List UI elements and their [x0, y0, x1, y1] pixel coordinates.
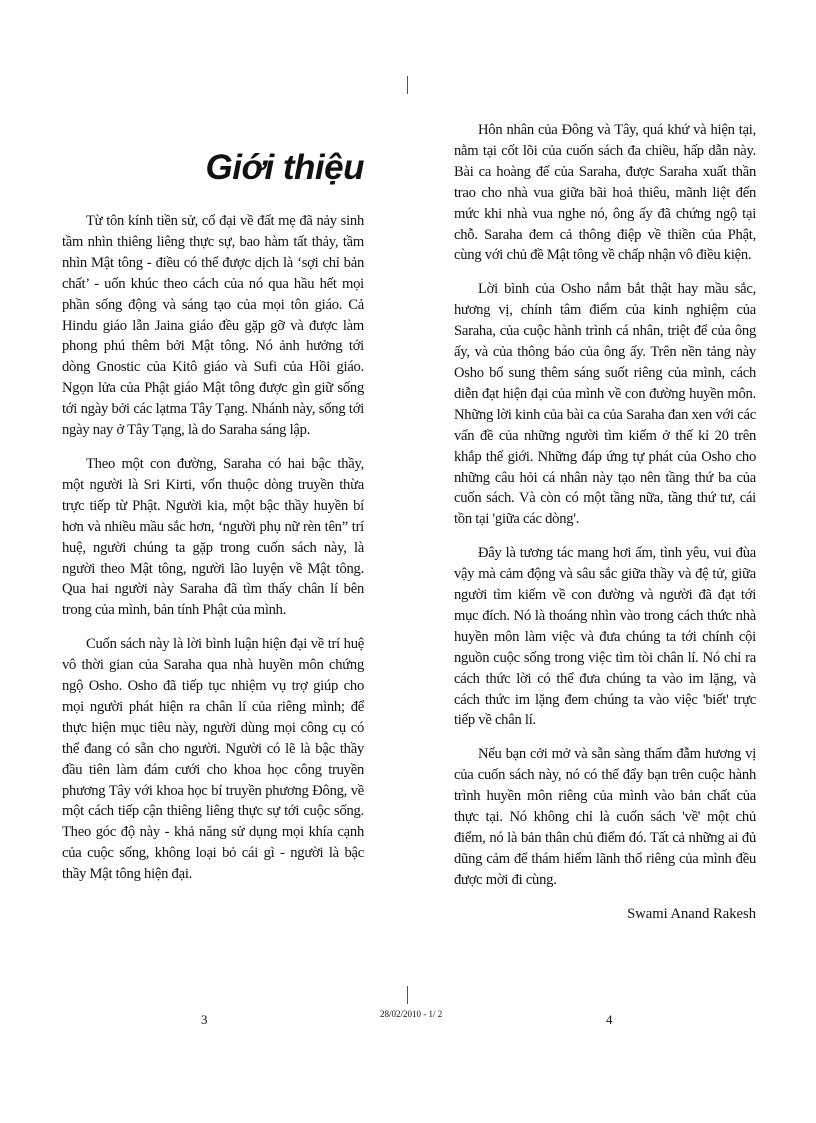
left-page: [62, 120, 364, 898]
paragraph: Hôn nhân của Đông và Tây, quá khứ và hiện tại, nằm tại cốt lõi của cuốn sách đa chiều, hấp dẫn này. Bài ca hoàng đế của Saraha, được Saraha xuất thần trao cho nhà vua giữa bãi hoả thiêu, mãnh liệt đến mức khi nhà vua nghe nó, ông ấy đã chứng ngộ tại chỗ. Saraha đem cả thông điệp về thiền của Phật, cùng với chủ đề Mật tông về chấp nhận vô điều kiện.: [454, 122, 756, 264]
author-signature: Swami Anand Rakesh: [627, 905, 756, 922]
paragraph: Từ tôn kính tiền sử, cổ đại về đất mẹ đã nảy sinh tầm nhìn thiêng liêng thực sự, bao hàm tất thảy, tầm nhìn Mật tông - điều có thể được dịch là ‘sợi chỉ bản chất’ - uốn khúc theo cách của nó qua hầu hết mọi phần sống động và sáng tạo của mọi tôn giáo. Cả Hindu giáo lẫn Jaina giáo đều gặp gỡ và được làm phong phú thêm bởi Mật tông. Nó ảnh hưởng tới dòng Gnostic của Kitô giáo và Sufi của Hồi giáo. Ngọn lửa của Phật giáo Mật tông được gìn giữ sống tới ngày bởi các lạtma Tây Tạng. Nhánh này, sống tới ngày nay ở Tây Tạng, là do Saraha sáng lập.: [62, 213, 364, 439]
chapter-title: Giới thiệu: [205, 148, 364, 187]
fold-mark-top: [407, 76, 408, 94]
paragraph: Lời bình của Osho nắm bắt thật hay mầu sắc, hương vị, chính tâm điểm của kinh nghiệm của Saraha, của cuộc hành trình cá nhân, triệt để của ông ấy, và của thông báo của ông ấy. Trên nền tảng này Osho bổ sung thêm sáng suốt riêng của mình, cách diễn đạt hiện đại của mình về con đường huyền môn. Những lời kinh của bài ca của Saraha đan xen với các vấn đề của những người tìm kiếm ở thế kỉ 20 trên khắp thế giới. Những đáp ứng tự phát của Osho cho những câu hỏi cá nhân này tạo nên tầng thứ ba của cuốn sách. Và còn có một tầng nữa, tầng thứ tư, cái tồn tại 'giữa các dòng'.: [454, 281, 756, 528]
paragraph: Theo một con đường, Saraha có hai bậc thầy, một người là Sri Kirti, vốn thuộc dòng truyền thừa trực tiếp từ Phật. Người kia, một bậc thầy huyền bí hơn và nhiều mầu sắc hơn, ‘người phụ nữ rèn tên” trí huệ, người chúng ta gặp trong cuốn sách này, là người theo Mật tông, người lão luyện về Mật tông. Qua hai người này Saraha đã tìm thấy chân lí bên trong của mình, bản tính Phật của mình.: [62, 455, 364, 619]
right-page: [454, 120, 756, 925]
paragraph: Đây là tương tác mang hơi ấm, tình yêu, vui đùa vậy mà cảm động và sâu sắc giữa thầy và đệ tử, giữa người tìm kiếm về con đường và người đã đạt tới mục đích. Nó là thoáng nhìn vào trong cách thức nhà huyền môn làm việc và đưa chúng ta tới chính cội nguồn cuộc sống trong việc tìm tòi chân lí. Nó chỉ ra cách thức lời có thể đưa chúng ta vào im lặng, và cách thức im lặng đem chúng ta vào việc 'biết' trực tiếp về chân lí.: [454, 545, 756, 729]
page-number-right: 4: [606, 1012, 613, 1027]
page-number-left: 3: [201, 1012, 208, 1027]
paragraph: Cuốn sách này là lời bình luận hiện đại về trí huệ vô thời gian của Saraha qua nhà huyền môn chứng ngộ Osho. Osho đã tiếp tục nhiệm vụ trợ giúp cho mọi người phát hiện ra chân lí của riêng mình; để thực hiện mục tiêu này, người dùng mọi công cụ có thể đang có sẵn cho người. Người có lẽ là bậc thầy đầu tiên làm đám cưới cho khoa học công truyền phương Tây với khoa học bí truyền phương Đông, về một cách tiếp cận thiêng liêng thực sự tới cuộc sống. Theo góc độ này - khả năng sử dụng mọi khía cạnh của cuộc sống, không loại bỏ cái gì - người là bậc thầy Mật tông hiện đại.: [62, 636, 364, 883]
print-date-stamp: 28/02/2010 - 1/ 2: [380, 1009, 443, 1019]
fold-mark-bottom: [407, 986, 408, 1004]
paragraph: Nếu bạn cởi mở và sẵn sàng thấm đẫm hương vị của cuốn sách này, nó có thể đẩy bạn trên cuộc hành trình huyền môn riêng của mình vào bản chất của thực tại. Nó không chỉ là cuốn sách 'về' một chủ điểm, nó là bản thân chủ điểm đó. Tất cả những ai đủ dũng cảm để thám hiểm lãnh thổ riêng của mình đều được mời đi cùng.: [454, 746, 756, 888]
